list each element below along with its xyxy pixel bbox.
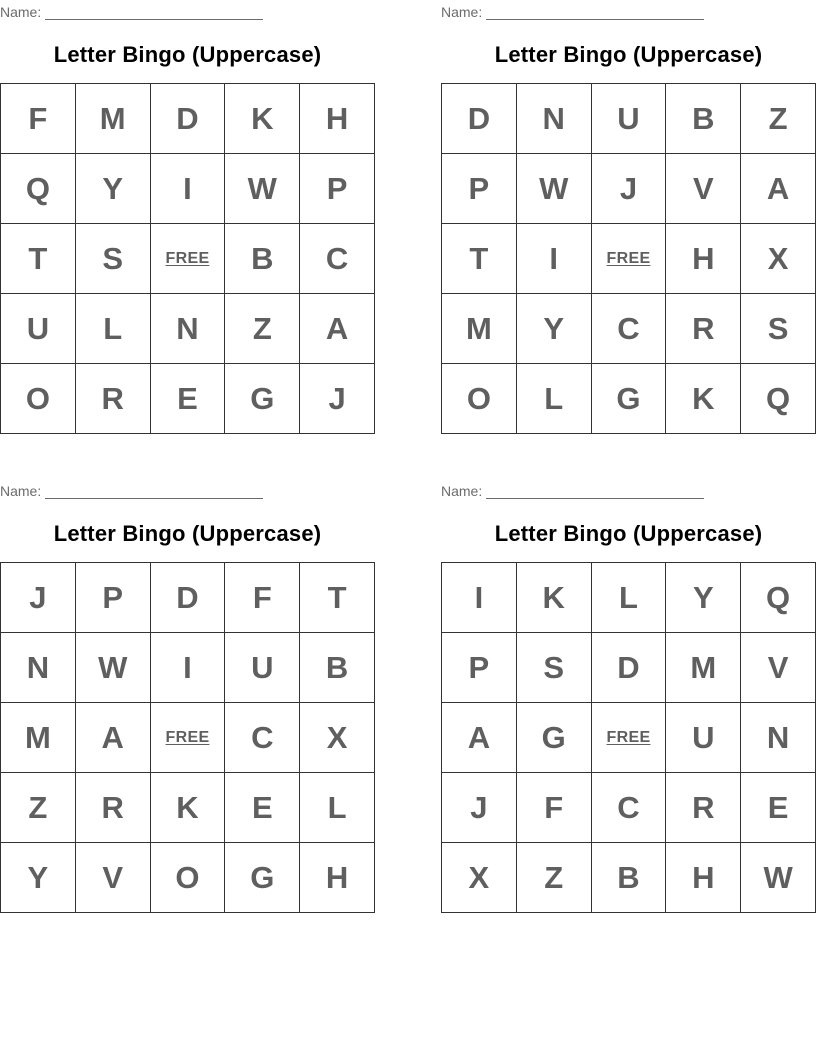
bingo-cell[interactable]: O bbox=[151, 843, 226, 913]
free-space-cell[interactable]: FREE bbox=[151, 703, 226, 773]
bingo-cell[interactable]: L bbox=[76, 294, 151, 364]
bingo-cell[interactable]: H bbox=[300, 843, 375, 913]
bingo-cell[interactable]: A bbox=[300, 294, 375, 364]
bingo-cell[interactable]: L bbox=[517, 364, 592, 434]
bingo-cell[interactable]: E bbox=[151, 364, 226, 434]
bingo-cell[interactable]: Y bbox=[76, 154, 151, 224]
name-line bbox=[0, 2, 263, 20]
card-title: Letter Bingo (Uppercase) bbox=[494, 42, 763, 67]
bingo-cell[interactable]: P bbox=[442, 154, 517, 224]
bingo-grid bbox=[0, 83, 375, 434]
bingo-cell[interactable]: I bbox=[517, 224, 592, 294]
bingo-cell[interactable]: Y bbox=[666, 563, 741, 633]
name-line bbox=[441, 481, 704, 499]
bingo-cell[interactable]: P bbox=[300, 154, 375, 224]
name-label: Name: bbox=[441, 483, 483, 499]
bingo-cell[interactable]: G bbox=[517, 703, 592, 773]
bingo-cell[interactable]: Z bbox=[741, 84, 816, 154]
bingo-cell[interactable]: Q bbox=[741, 364, 816, 434]
bingo-cell[interactable]: H bbox=[666, 843, 741, 913]
bingo-cell[interactable]: A bbox=[76, 703, 151, 773]
bingo-cell[interactable]: N bbox=[741, 703, 816, 773]
bingo-cell[interactable]: Y bbox=[1, 843, 76, 913]
bingo-cell[interactable]: J bbox=[300, 364, 375, 434]
name-label: Name: bbox=[0, 4, 42, 20]
bingo-cell[interactable]: Z bbox=[1, 773, 76, 843]
bingo-cell[interactable]: N bbox=[1, 633, 76, 703]
bingo-cell[interactable]: S bbox=[741, 294, 816, 364]
bingo-cell[interactable]: R bbox=[666, 294, 741, 364]
bingo-cell[interactable]: T bbox=[442, 224, 517, 294]
bingo-cell[interactable]: U bbox=[666, 703, 741, 773]
bingo-cell[interactable]: B bbox=[592, 843, 667, 913]
bingo-cell[interactable]: P bbox=[76, 563, 151, 633]
bingo-cell[interactable]: B bbox=[225, 224, 300, 294]
bingo-cell[interactable]: R bbox=[76, 773, 151, 843]
bingo-cell[interactable]: V bbox=[666, 154, 741, 224]
bingo-cell[interactable]: T bbox=[300, 563, 375, 633]
bingo-cell[interactable]: E bbox=[741, 773, 816, 843]
bingo-cell[interactable]: S bbox=[517, 633, 592, 703]
card-title: Letter Bingo (Uppercase) bbox=[494, 521, 763, 546]
bingo-grid bbox=[0, 562, 375, 913]
bingo-cell[interactable]: Q bbox=[741, 563, 816, 633]
name-line bbox=[0, 481, 263, 499]
bingo-cell[interactable]: D bbox=[592, 633, 667, 703]
card-title: Letter Bingo (Uppercase) bbox=[53, 42, 322, 67]
bingo-cell[interactable]: V bbox=[741, 633, 816, 703]
name-blank[interactable] bbox=[486, 6, 704, 20]
bingo-cell[interactable]: G bbox=[592, 364, 667, 434]
name-label: Name: bbox=[441, 4, 483, 20]
bingo-cell[interactable]: L bbox=[592, 563, 667, 633]
bingo-cell[interactable]: Z bbox=[225, 294, 300, 364]
name-line bbox=[441, 2, 704, 20]
bingo-cell[interactable]: W bbox=[741, 843, 816, 913]
bingo-cell[interactable]: L bbox=[300, 773, 375, 843]
bingo-cell[interactable]: N bbox=[151, 294, 226, 364]
bingo-cell[interactable]: J bbox=[1, 563, 76, 633]
name-blank[interactable] bbox=[45, 485, 263, 499]
bingo-cell[interactable]: W bbox=[517, 154, 592, 224]
name-label: Name: bbox=[0, 483, 42, 499]
bingo-cell[interactable]: I bbox=[151, 154, 226, 224]
bingo-cell[interactable]: H bbox=[300, 84, 375, 154]
bingo-cell[interactable]: J bbox=[592, 154, 667, 224]
bingo-cell[interactable]: G bbox=[225, 364, 300, 434]
bingo-cell[interactable]: R bbox=[666, 773, 741, 843]
bingo-cell[interactable]: D bbox=[151, 563, 226, 633]
bingo-grid bbox=[441, 83, 816, 434]
bingo-cell[interactable]: W bbox=[225, 154, 300, 224]
bingo-cell[interactable]: F bbox=[517, 773, 592, 843]
free-space-cell[interactable]: FREE bbox=[592, 224, 667, 294]
bingo-cell[interactable]: D bbox=[151, 84, 226, 154]
bingo-cell[interactable]: D bbox=[442, 84, 517, 154]
bingo-cell[interactable]: P bbox=[442, 633, 517, 703]
bingo-cell[interactable]: Y bbox=[517, 294, 592, 364]
bingo-cell[interactable]: Z bbox=[517, 843, 592, 913]
bingo-cell[interactable]: U bbox=[225, 633, 300, 703]
bingo-cell[interactable]: K bbox=[666, 364, 741, 434]
bingo-cell[interactable]: X bbox=[442, 843, 517, 913]
bingo-cell[interactable]: V bbox=[76, 843, 151, 913]
card-title: Letter Bingo (Uppercase) bbox=[53, 521, 322, 546]
bingo-cell[interactable]: X bbox=[300, 703, 375, 773]
bingo-cell[interactable]: O bbox=[442, 364, 517, 434]
bingo-cell[interactable]: M bbox=[1, 703, 76, 773]
free-space-cell[interactable]: FREE bbox=[592, 703, 667, 773]
free-space-cell[interactable]: FREE bbox=[151, 224, 226, 294]
bingo-cell[interactable]: U bbox=[1, 294, 76, 364]
bingo-cell[interactable]: J bbox=[442, 773, 517, 843]
bingo-cell[interactable]: I bbox=[442, 563, 517, 633]
bingo-cell[interactable]: O bbox=[1, 364, 76, 434]
bingo-cell[interactable]: C bbox=[592, 294, 667, 364]
bingo-cell[interactable]: U bbox=[592, 84, 667, 154]
bingo-cell[interactable]: R bbox=[76, 364, 151, 434]
bingo-cell[interactable]: C bbox=[592, 773, 667, 843]
bingo-cell[interactable]: C bbox=[300, 224, 375, 294]
bingo-cell[interactable]: M bbox=[442, 294, 517, 364]
bingo-cell[interactable]: E bbox=[225, 773, 300, 843]
bingo-cell[interactable]: A bbox=[442, 703, 517, 773]
bingo-cell[interactable]: N bbox=[517, 84, 592, 154]
bingo-cell[interactable]: M bbox=[76, 84, 151, 154]
bingo-cell[interactable]: K bbox=[225, 84, 300, 154]
bingo-cell[interactable]: I bbox=[151, 633, 226, 703]
bingo-cell[interactable]: S bbox=[76, 224, 151, 294]
bingo-cell[interactable]: M bbox=[666, 633, 741, 703]
bingo-cell[interactable]: B bbox=[300, 633, 375, 703]
bingo-cell[interactable]: X bbox=[741, 224, 816, 294]
bingo-cell[interactable]: T bbox=[1, 224, 76, 294]
name-blank[interactable] bbox=[45, 6, 263, 20]
bingo-cell[interactable]: F bbox=[225, 563, 300, 633]
bingo-cell[interactable]: B bbox=[666, 84, 741, 154]
bingo-grid bbox=[441, 562, 816, 913]
bingo-cell[interactable]: H bbox=[666, 224, 741, 294]
bingo-cell[interactable]: K bbox=[517, 563, 592, 633]
bingo-cell[interactable]: Q bbox=[1, 154, 76, 224]
bingo-cell[interactable]: A bbox=[741, 154, 816, 224]
bingo-cell[interactable]: W bbox=[76, 633, 151, 703]
name-blank[interactable] bbox=[486, 485, 704, 499]
bingo-cell[interactable]: F bbox=[1, 84, 76, 154]
bingo-cell[interactable]: G bbox=[225, 843, 300, 913]
bingo-cell[interactable]: C bbox=[225, 703, 300, 773]
bingo-cell[interactable]: K bbox=[151, 773, 226, 843]
